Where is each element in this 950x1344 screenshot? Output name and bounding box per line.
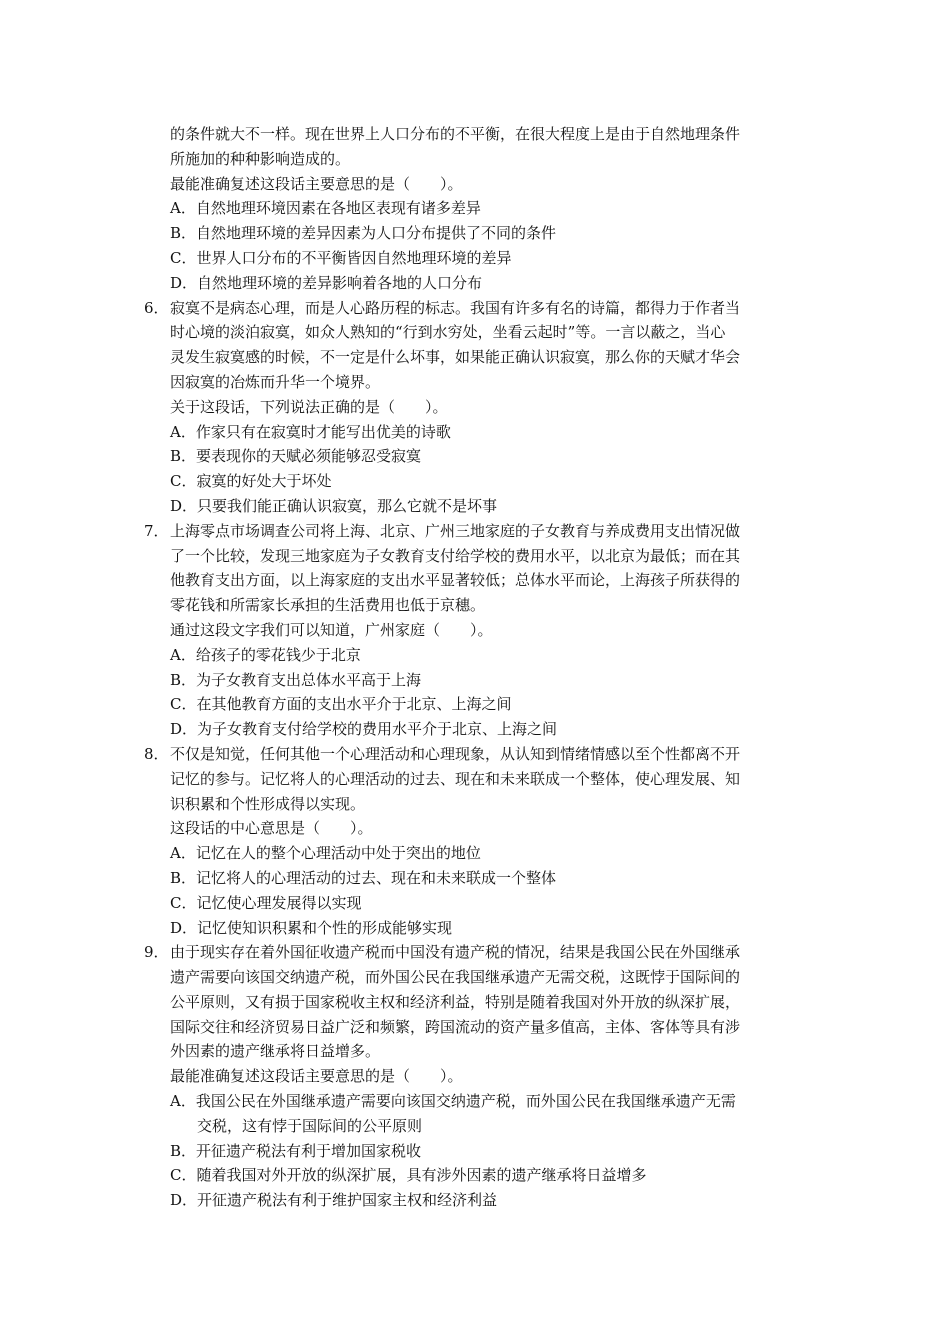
option-b: B．要表现你的天赋必须能够忍受寂寞: [170, 447, 422, 466]
passage-line: 公平原则，又有损于国家税收主权和经济利益，特别是随着我国对外开放的纵深扩展，: [170, 992, 741, 1011]
question-number: 8．: [144, 744, 169, 763]
passage-line: 由于现实存在着外国征收遗产税而中国没有遗产税的情况，结果是我国公民在外国继承: [170, 943, 741, 962]
option-c: C．记忆使心理发展得以实现: [170, 893, 362, 912]
option-a-continuation: 交税，这有悖于国际间的公平原则: [197, 1116, 423, 1135]
passage-line: 寂寞不是病态心理，而是人心路历程的标志。我国有许多有名的诗篇，都得力于作者当: [170, 298, 741, 317]
question-7: [0, 519, 950, 742]
option-a: A．记忆在人的整个心理活动中处于突出的地位: [170, 844, 481, 863]
passage-line: 记忆的参与。记忆将人的心理活动的过去、现在和未来联成一个整体，使心理发展、知: [170, 769, 741, 788]
option-b: B．记忆将人的心理活动的过去、现在和未来联成一个整体: [170, 868, 557, 887]
question-5-continuation: [0, 122, 950, 296]
option-a: A．作家只有在寂寞时才能写出优美的诗歌: [170, 422, 451, 441]
passage-line: 外因素的遗产继承将日益增多。: [170, 1042, 381, 1061]
question-number: 7．: [144, 521, 169, 540]
option-a: A．我国公民在外国继承遗产需要向该国交纳遗产税，而外国公民在我国继承遗产无需: [170, 1092, 736, 1111]
question-prompt: 通过这段文字我们可以知道，广州家庭（ ）。: [170, 620, 493, 639]
question-8: [0, 742, 950, 940]
passage-line: 时心境的淡泊寂寞，如众人熟知的“行到水穷处，坐看云起时”等。一言以蔽之，当心: [170, 323, 726, 342]
option-b: B．为子女教育支出总体水平高于上海: [170, 670, 422, 689]
question-number: 9．: [144, 943, 169, 962]
option-a: A．给孩子的零花钱少于北京: [170, 645, 361, 664]
option-c: C．寂寞的好处大于坏处: [170, 472, 332, 491]
question-prompt: 关于这段话，下列说法正确的是（ ）。: [170, 397, 448, 416]
question-6: [0, 296, 950, 519]
option-d: D．自然地理环境的差异影响着各地的人口分布: [170, 273, 483, 292]
option-b: B．自然地理环境的差异因素为人口分布提供了不同的条件: [170, 224, 557, 243]
passage-line: 零花钱和所需家长承担的生活费用也低于京穗。: [170, 596, 486, 615]
passage-line: 上海零点市场调查公司将上海、北京、广州三地家庭的子女教育与养成费用支出情况做: [170, 521, 741, 540]
question-number: 6．: [144, 298, 169, 317]
question-list: [0, 122, 950, 1213]
passage-line: 了一个比较，发现三地家庭为子女教育支付给学校的费用水平，以北京为最低；而在其: [170, 546, 741, 565]
option-c: C．在其他教育方面的支出水平介于北京、上海之间: [170, 695, 512, 714]
passage-line: 因寂寞的冶炼而升华一个境界。: [170, 372, 381, 391]
option-d: D．为子女教育支付给学校的费用水平介于北京、上海之间: [170, 720, 558, 739]
passage-line: 不仅是知觉，任何其他一个心理活动和心理现象，从认知到情绪情感以至个性都离不开: [170, 744, 741, 763]
option-a: A．自然地理环境因素在各地区表现有诸多差异: [170, 199, 481, 218]
passage-line: 所施加的种种影响造成的。: [170, 149, 351, 168]
question-prompt: 这段话的中心意思是（ ）。: [170, 819, 373, 838]
passage-line: 国际交往和经济贸易日益广泛和频繁，跨国流动的资产量多值高，主体、客体等具有涉: [170, 1017, 741, 1036]
option-d: D．记忆使知识积累和个性的形成能够实现: [170, 918, 453, 937]
question-prompt: 最能准确复述这段话主要意思的是（ ）。: [170, 1067, 463, 1086]
question-prompt: 最能准确复述这段话主要意思的是（ ）。: [170, 174, 463, 193]
passage-line: 他教育支出方面，以上海家庭的支出水平显著较低；总体水平而论，上海孩子所获得的: [170, 571, 741, 590]
option-c: C．世界人口分布的不平衡皆因自然地理环境的差异: [170, 248, 512, 267]
passage-line: 的条件就大不一样。现在世界上人口分布的不平衡，在很大程度上是由于自然地理条件: [170, 125, 741, 143]
passage-line: 遗产需要向该国交纳遗产税，而外国公民在我国继承遗产无需交税，这既悖于国际间的: [170, 968, 741, 987]
question-9: [0, 940, 950, 1213]
option-d: D．开征遗产税法有利于维护国家主权和经济利益: [170, 1191, 498, 1210]
option-d: D．只要我们能正确认识寂寞，那么它就不是坏事: [170, 496, 498, 515]
passage-line: 识积累和个性形成得以实现。: [170, 794, 366, 813]
option-c: C．随着我国对外开放的纵深扩展，具有涉外因素的遗产继承将日益增多: [170, 1166, 647, 1185]
option-b: B．开征遗产税法有利于增加国家税收: [170, 1141, 422, 1160]
passage-line: 灵发生寂寞感的时候，不一定是什么坏事，如果能正确认识寂寞，那么你的天赋才华会: [170, 348, 741, 367]
